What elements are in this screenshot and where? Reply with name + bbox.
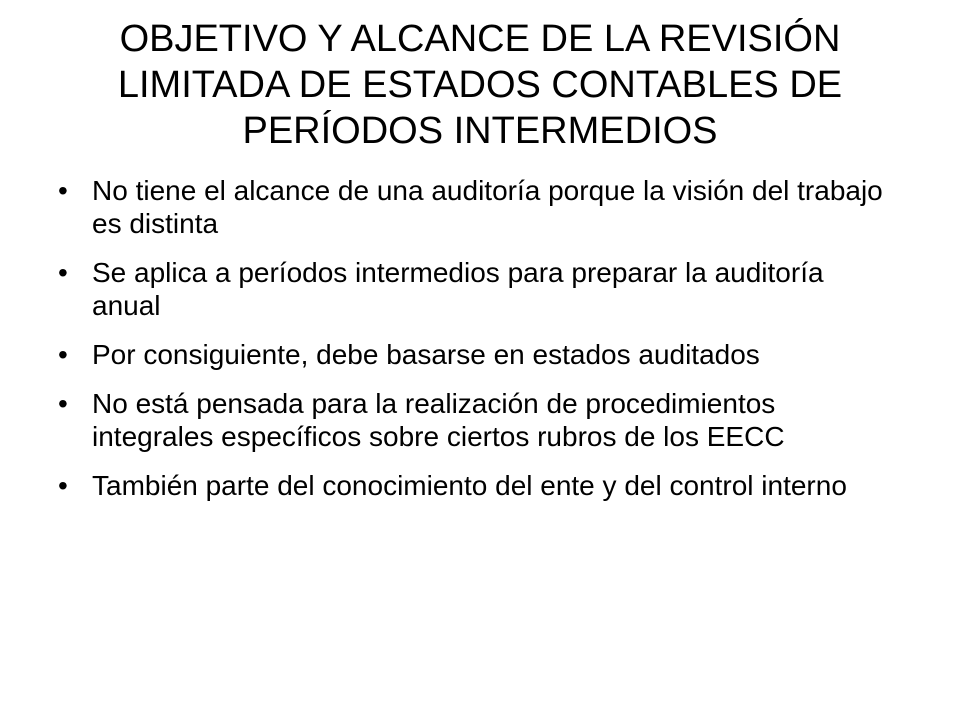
bullet-list bbox=[58, 174, 888, 518]
bullet-item-4 bbox=[58, 387, 888, 453]
bullet-item-3 bbox=[58, 338, 888, 371]
bullet-text: También parte del conocimiento del ente y del control interno bbox=[92, 470, 847, 501]
bullet-text: Por consiguiente, debe basarse en estados auditados bbox=[92, 339, 760, 370]
bullet-marker: • bbox=[58, 257, 68, 288]
title-line-3: PERÍODOS INTERMEDIOS bbox=[242, 110, 718, 152]
slide-title bbox=[40, 16, 920, 154]
title-line-1: OBJETIVO Y ALCANCE DE LA REVISIÓN bbox=[119, 18, 841, 60]
title-line-2: LIMITADA DE ESTADOS CONTABLES DE bbox=[117, 64, 843, 106]
bullet-text: Se aplica a períodos intermedios para preparar la auditoría anual bbox=[92, 257, 824, 321]
bullet-marker: • bbox=[58, 388, 68, 419]
bullet-item-1 bbox=[58, 174, 888, 240]
bullet-item-2 bbox=[58, 256, 888, 322]
bullet-marker: • bbox=[58, 339, 68, 370]
bullet-marker: • bbox=[58, 470, 68, 501]
bullet-text: No tiene el alcance de una auditoría porque la visión del trabajo es distinta bbox=[92, 175, 883, 239]
bullet-text: No está pensada para la realización de procedimientos integrales específicos sobre ciertos rubros de los EECC bbox=[92, 388, 785, 452]
bullet-item-5 bbox=[58, 469, 888, 502]
bullet-marker: • bbox=[58, 175, 68, 206]
